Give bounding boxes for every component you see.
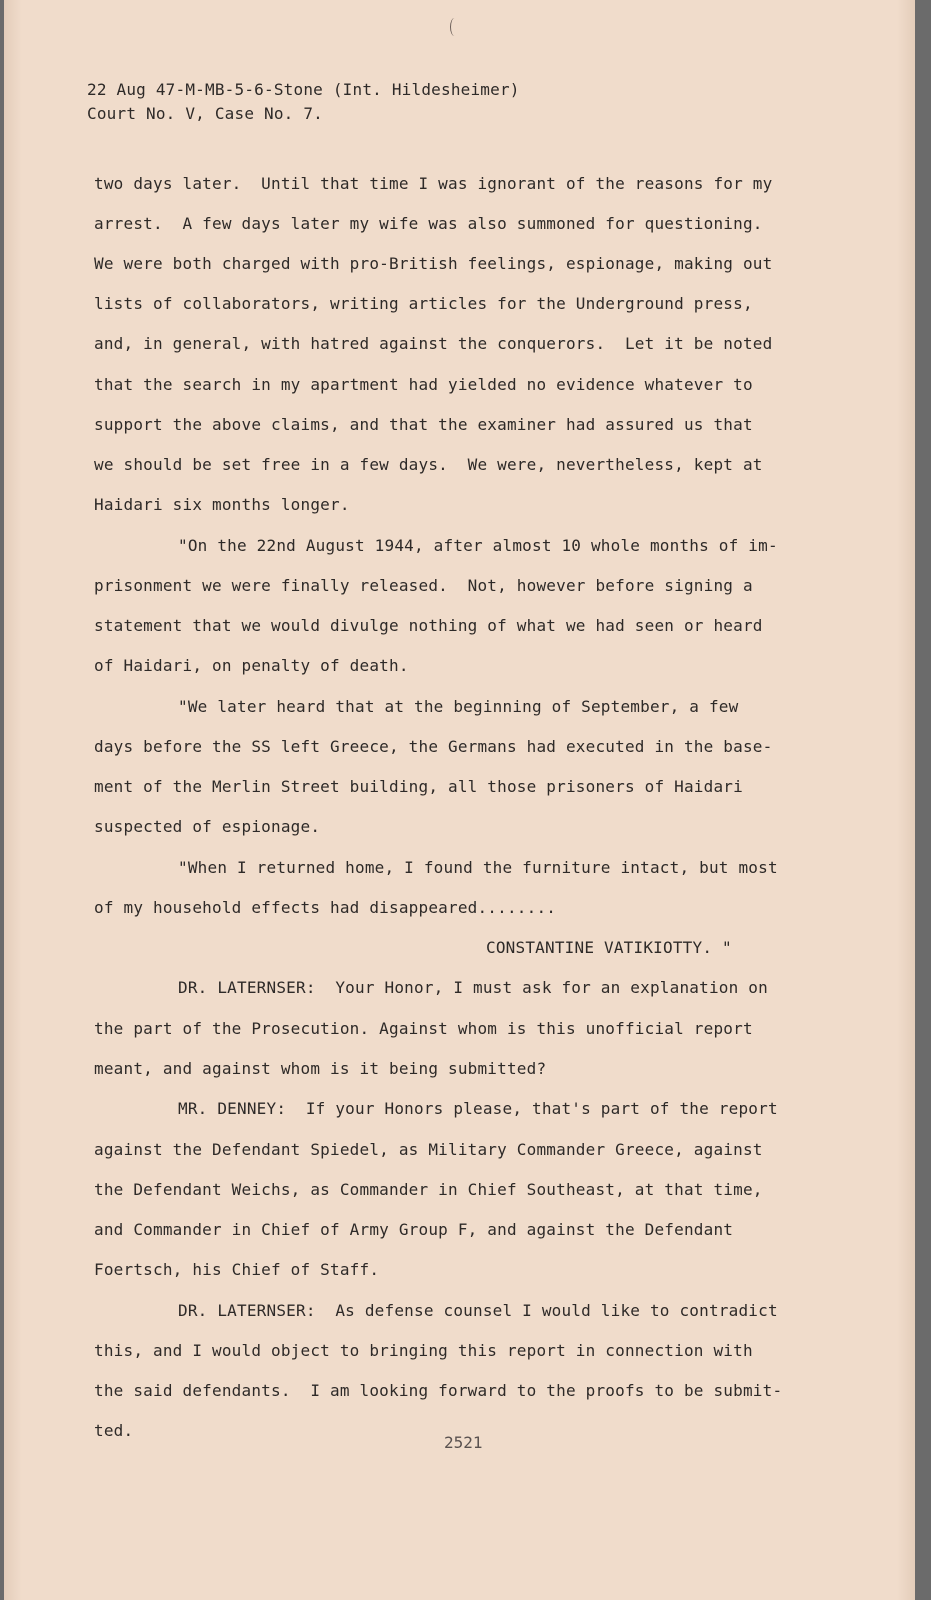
text-line: statement that we would divulge nothing of what we had seen or heard [94, 616, 763, 635]
text-line: of my household effects had disappeared........ [94, 898, 557, 917]
text-line: "When I returned home, I found the furniture intact, but most [178, 858, 778, 877]
text-line: ted. [94, 1421, 134, 1440]
text-line: arrest. A few days later my wife was also summoned for questioning. [94, 214, 763, 233]
text-line: ment of the Merlin Street building, all those prisoners of Haidari [94, 777, 743, 796]
text-line: Haidari six months longer. [94, 495, 350, 514]
text-line: lists of collaborators, writing articles for the Underground press, [94, 294, 753, 313]
text-line: we should be set free in a few days. We were, nevertheless, kept at [94, 455, 763, 474]
text-line: and Commander in Chief of Army Group F, and against the Defendant [94, 1220, 734, 1239]
text-line: DR. LATERNSER: As defense counsel I would like to contradict [178, 1301, 778, 1320]
signature-name: CONSTANTINE VATIKIOTTY. " [486, 938, 732, 957]
text-line: and, in general, with hatred against the conquerors. Let it be noted [94, 334, 773, 353]
text-line: the said defendants. I am looking forward to the proofs to be submit- [94, 1381, 783, 1400]
ink-mark [450, 18, 459, 36]
page-number: 2521 [444, 1433, 483, 1452]
text-line: Foertsch, his Chief of Staff. [94, 1260, 380, 1279]
text-line: We were both charged with pro-British feelings, espionage, making out [94, 254, 773, 273]
text-line: that the search in my apartment had yielded no evidence whatever to [94, 375, 753, 394]
text-line: the Defendant Weichs, as Commander in Chief Southeast, at that time, [94, 1180, 763, 1199]
header-reference: 22 Aug 47-M-MB-5-6-Stone (Int. Hildesheimer) [87, 80, 520, 99]
text-line: the part of the Prosecution. Against whom is this unofficial report [94, 1019, 753, 1038]
text-line: support the above claims, and that the examiner had assured us that [94, 415, 753, 434]
text-line: two days later. Until that time I was ignorant of the reasons for my [94, 174, 773, 193]
text-line: "We later heard that at the beginning of September, a few [178, 697, 739, 716]
text-line: days before the SS left Greece, the Germans had executed in the base- [94, 737, 773, 756]
text-line: this, and I would object to bringing this report in connection with [94, 1341, 753, 1360]
text-line: meant, and against whom is it being submitted? [94, 1059, 547, 1078]
text-line: DR. LATERNSER: Your Honor, I must ask for an explanation on [178, 978, 768, 997]
document-page [4, 0, 915, 1600]
text-line: suspected of espionage. [94, 817, 321, 836]
text-line: "On the 22nd August 1944, after almost 10 whole months of im- [178, 536, 778, 555]
text-line: against the Defendant Spiedel, as Military Commander Greece, against [94, 1140, 763, 1159]
header-court-case: Court No. V, Case No. 7. [87, 104, 323, 123]
text-line: of Haidari, on penalty of death. [94, 656, 409, 675]
text-line: MR. DENNEY: If your Honors please, that's part of the report [178, 1099, 778, 1118]
text-line: prisonment we were finally released. Not, however before signing a [94, 576, 753, 595]
